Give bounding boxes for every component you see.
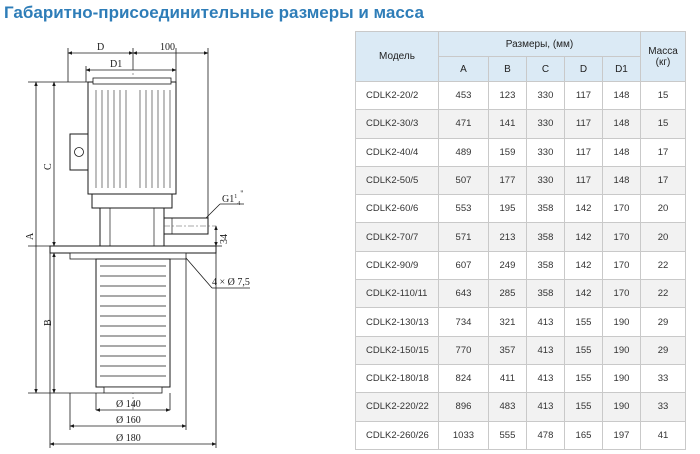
cell-mass: 17 bbox=[641, 138, 686, 166]
table-row bbox=[356, 336, 686, 364]
cell-d: 117 bbox=[564, 166, 602, 194]
cell-a: 553 bbox=[439, 195, 489, 223]
table-row bbox=[356, 308, 686, 336]
motor-body bbox=[70, 78, 176, 208]
cell-d: 117 bbox=[564, 82, 602, 110]
cell-d1: 148 bbox=[602, 110, 640, 138]
cell-d1: 190 bbox=[602, 336, 640, 364]
cell-model: CDLK2-90/9 bbox=[356, 251, 439, 279]
thread-frac-num: 1 bbox=[234, 194, 238, 200]
cell-a: 607 bbox=[439, 251, 489, 279]
dim-b-label: B bbox=[43, 319, 54, 326]
cell-mass: 33 bbox=[641, 393, 686, 421]
model-header: Модель bbox=[356, 32, 439, 82]
cell-d: 155 bbox=[564, 336, 602, 364]
col-b-header: B bbox=[488, 57, 526, 82]
cell-model: CDLK2-110/11 bbox=[356, 280, 439, 308]
cell-model: CDLK2-60/6 bbox=[356, 195, 439, 223]
cell-mass: 15 bbox=[641, 110, 686, 138]
cell-d: 165 bbox=[564, 421, 602, 449]
cell-c: 330 bbox=[526, 82, 564, 110]
cell-d1: 170 bbox=[602, 280, 640, 308]
cell-b: 249 bbox=[488, 251, 526, 279]
table-row bbox=[356, 82, 686, 110]
cell-b: 321 bbox=[488, 308, 526, 336]
cell-b: 483 bbox=[488, 393, 526, 421]
cell-mass: 41 bbox=[641, 421, 686, 449]
dia-160-label: Ø 160 bbox=[116, 415, 141, 426]
dim-34-label: 34 bbox=[219, 234, 230, 244]
cell-c: 358 bbox=[526, 251, 564, 279]
col-c-header: C bbox=[526, 57, 564, 82]
cell-d1: 170 bbox=[602, 251, 640, 279]
thread-frac-den: 4 bbox=[237, 201, 241, 207]
cell-a: 471 bbox=[439, 110, 489, 138]
cell-a: 453 bbox=[439, 82, 489, 110]
cell-b: 123 bbox=[488, 82, 526, 110]
cell-c: 330 bbox=[526, 166, 564, 194]
cell-b: 285 bbox=[488, 280, 526, 308]
col-a-header: A bbox=[439, 57, 489, 82]
cell-c: 358 bbox=[526, 223, 564, 251]
cell-mass: 33 bbox=[641, 364, 686, 392]
cell-a: 824 bbox=[439, 364, 489, 392]
cell-c: 358 bbox=[526, 280, 564, 308]
col-d-header: D bbox=[564, 57, 602, 82]
cell-mass: 29 bbox=[641, 308, 686, 336]
cell-b: 195 bbox=[488, 195, 526, 223]
pump-stack bbox=[70, 253, 186, 393]
cell-mass: 15 bbox=[641, 82, 686, 110]
cell-d1: 190 bbox=[602, 308, 640, 336]
cell-d1: 197 bbox=[602, 421, 640, 449]
cell-model: CDLK2-30/3 bbox=[356, 110, 439, 138]
pump-dimension-drawing bbox=[0, 28, 350, 454]
cell-d: 142 bbox=[564, 223, 602, 251]
table-row bbox=[356, 138, 686, 166]
mass-header: Масса (кг) bbox=[641, 32, 686, 82]
cell-model: CDLK2-260/26 bbox=[356, 421, 439, 449]
cell-c: 330 bbox=[526, 110, 564, 138]
cell-mass: 29 bbox=[641, 336, 686, 364]
cell-mass: 22 bbox=[641, 280, 686, 308]
cell-c: 413 bbox=[526, 336, 564, 364]
cell-a: 770 bbox=[439, 336, 489, 364]
dim-c-label: C bbox=[43, 163, 54, 170]
cell-c: 478 bbox=[526, 421, 564, 449]
cell-model: CDLK2-130/13 bbox=[356, 308, 439, 336]
cell-d1: 148 bbox=[602, 138, 640, 166]
col-d1-header: D1 bbox=[602, 57, 640, 82]
cell-a: 507 bbox=[439, 166, 489, 194]
cell-b: 213 bbox=[488, 223, 526, 251]
cell-d: 142 bbox=[564, 280, 602, 308]
dimensions-table bbox=[355, 31, 686, 450]
cell-model: CDLK2-50/5 bbox=[356, 166, 439, 194]
table-row bbox=[356, 195, 686, 223]
cell-d1: 148 bbox=[602, 166, 640, 194]
cell-a: 1033 bbox=[439, 421, 489, 449]
cell-a: 643 bbox=[439, 280, 489, 308]
table-row bbox=[356, 223, 686, 251]
cell-c: 413 bbox=[526, 393, 564, 421]
table-row bbox=[356, 166, 686, 194]
table-row bbox=[356, 364, 686, 392]
cell-d1: 190 bbox=[602, 393, 640, 421]
cell-d1: 170 bbox=[602, 223, 640, 251]
cell-a: 489 bbox=[439, 138, 489, 166]
cell-d: 155 bbox=[564, 364, 602, 392]
cell-a: 571 bbox=[439, 223, 489, 251]
cell-b: 177 bbox=[488, 166, 526, 194]
cell-b: 141 bbox=[488, 110, 526, 138]
cell-model: CDLK2-20/2 bbox=[356, 82, 439, 110]
cell-model: CDLK2-220/22 bbox=[356, 393, 439, 421]
cell-mass: 22 bbox=[641, 251, 686, 279]
dim-a-label: A bbox=[25, 232, 36, 240]
cell-c: 413 bbox=[526, 364, 564, 392]
dia-140-label: Ø 140 bbox=[116, 399, 141, 410]
cell-c: 413 bbox=[526, 308, 564, 336]
thread-g: G1 bbox=[222, 194, 235, 205]
table-row bbox=[356, 110, 686, 138]
holes-label: 4 × Ø 7,5 bbox=[212, 277, 250, 288]
cell-d1: 170 bbox=[602, 195, 640, 223]
dimensions-header: Размеры, (мм) bbox=[439, 32, 641, 57]
table-row bbox=[356, 251, 686, 279]
cell-d: 155 bbox=[564, 393, 602, 421]
cell-b: 555 bbox=[488, 421, 526, 449]
cell-a: 734 bbox=[439, 308, 489, 336]
cell-b: 159 bbox=[488, 138, 526, 166]
cell-d: 142 bbox=[564, 251, 602, 279]
thread-label: $G1^1_4^"$ bbox=[222, 189, 244, 207]
mounting-plate bbox=[50, 246, 216, 253]
cell-model: CDLK2-70/7 bbox=[356, 223, 439, 251]
cell-a: 896 bbox=[439, 393, 489, 421]
table-row bbox=[356, 421, 686, 449]
cell-mass: 17 bbox=[641, 166, 686, 194]
page-title: Габаритно-присоединительные размеры и масса bbox=[4, 3, 424, 22]
cell-d: 155 bbox=[564, 308, 602, 336]
table-row bbox=[356, 393, 686, 421]
cell-d: 142 bbox=[564, 195, 602, 223]
cell-d1: 148 bbox=[602, 82, 640, 110]
dim-d1-label: D1 bbox=[110, 59, 123, 70]
cell-c: 358 bbox=[526, 195, 564, 223]
pump-head bbox=[100, 208, 216, 246]
cell-mass: 20 bbox=[641, 223, 686, 251]
cell-c: 330 bbox=[526, 138, 564, 166]
cell-b: 411 bbox=[488, 364, 526, 392]
cell-model: CDLK2-40/4 bbox=[356, 138, 439, 166]
dia-180-label: Ø 180 bbox=[116, 433, 141, 444]
cell-d: 117 bbox=[564, 138, 602, 166]
dim-d-label: D bbox=[97, 42, 105, 53]
dim-100-label: 100 bbox=[160, 42, 175, 53]
cell-mass: 20 bbox=[641, 195, 686, 223]
table-row bbox=[356, 280, 686, 308]
cell-model: CDLK2-150/15 bbox=[356, 336, 439, 364]
cell-d: 117 bbox=[564, 110, 602, 138]
cell-d1: 190 bbox=[602, 364, 640, 392]
cell-b: 357 bbox=[488, 336, 526, 364]
cell-model: CDLK2-180/18 bbox=[356, 364, 439, 392]
